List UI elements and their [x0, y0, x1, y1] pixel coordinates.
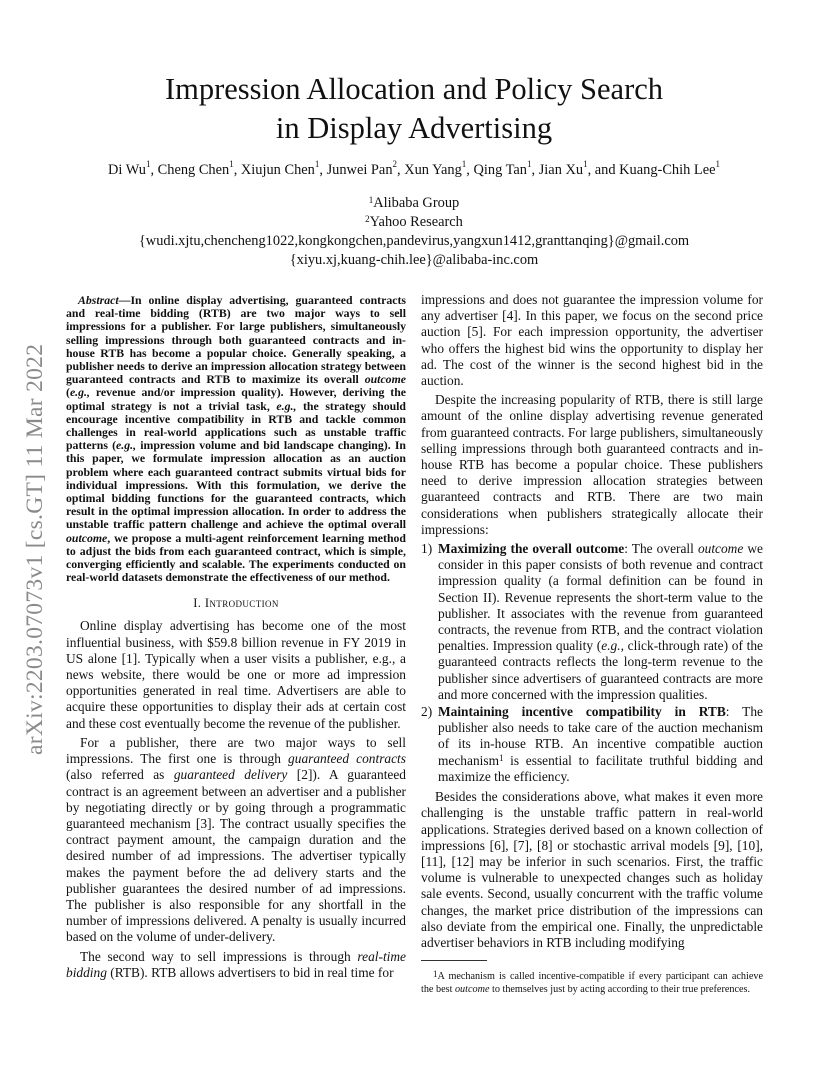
emphasis: outcome [697, 541, 744, 557]
author-separator: , and [587, 162, 620, 178]
list-number: 1) [421, 541, 433, 557]
popularity-paragraph [421, 392, 763, 538]
consideration-title: Maximizing the overall outcome [438, 541, 625, 557]
text-run: to themselves just by acting according to their true preferences. [489, 983, 751, 995]
intro-paragraph-1 [66, 618, 406, 731]
author-name: Kuang-Chih Lee [619, 162, 716, 178]
rtb-continuation-paragraph [421, 292, 763, 389]
author [157, 159, 241, 178]
affiliation-marker: 1 [461, 159, 467, 169]
consideration-body [438, 541, 763, 702]
affiliation-marker: 1 [145, 159, 151, 169]
text-run: [2]). A guaranteed contract is an agreement between an advertiser and a publisher by negotiating directly or by going through a programmatic guaranteed mechanism [3]. The contract usually specifies the contract payment amount, the campaign duration and the desired number of ad impressions. The advertiser typically makes the payment before the ad delivery starts and the publisher guarantees the desired number of ad impressions. The publisher is also responsible for any shortfall in the number of impressions delivered. A penalty is usually incurred based on the volume of under-delivery. [66, 767, 406, 945]
author [240, 159, 327, 178]
left-column [66, 292, 406, 984]
author-name: Xun Yang [404, 162, 462, 178]
text-run: impression volume and bid landscape changing). In this paper, we formulate impression allocation as an auction problem where each guaranteed contract submits virtual bids for individual impressions. With this formulation, we derive the optimal bidding functions for the guaranteed contracts, which result in the optimal impression allocation. In order to address the unstable traffic pattern challenge and achieve the optimal overall [66, 438, 406, 532]
affiliation-marker: 1 [527, 159, 532, 169]
emphasis: e.g., [69, 385, 90, 400]
text-run: (RTB). RTB allows advertisers to bid in real time for [106, 964, 394, 980]
abstract-label: Abstract [78, 293, 119, 307]
paper-title-line-1: Impression Allocation and Policy Search [164, 72, 664, 106]
text-run: For a publisher, there are two major ways to sell impressions. The first one is through [66, 734, 406, 767]
author [619, 159, 720, 178]
author-name: Jian Xu [538, 162, 584, 178]
footnote-marker: 1 [498, 752, 504, 763]
right-column [421, 292, 763, 1006]
text-run: ( [66, 385, 70, 400]
paper-title [0, 70, 828, 148]
affiliation-1: $^1$Alibaba Group [368, 195, 460, 211]
consideration-item [421, 704, 763, 785]
emphasis: outcome [66, 530, 108, 545]
section-title: Introduction [204, 596, 279, 611]
text-run: impressions and does not guarantee the impression volume for any advertiser [4]. In this paper, we focus on the second price auction [5]. For each impression opportunity, the advertiser who offers the highest bid wins the opportunity to display her ad. The cost of the winner is the second highest bid in the auction. [421, 292, 763, 389]
author-name: Di Wu [108, 162, 146, 178]
considerations-list [421, 541, 763, 785]
text-run: , we propose a multi-agent reinforcement learning method to adjust the bids from each guaranteed contract, which is simple, converging efficiently and scalable. The experiments conducted on real-world datasets demonstrate the effectiveness of our method. [66, 530, 406, 585]
email-line-1: {wudi.xjtu,chencheng1022,kongkongchen,pandevirus,yangxun1412,granttanqing}@gmail.com [138, 233, 690, 249]
affiliation-marker: 1 [583, 159, 588, 169]
text-run: : The overall [624, 541, 698, 557]
affiliation-2: $^2$Yahoo Research [365, 214, 463, 230]
footnote [421, 971, 763, 996]
emphasis: e.g., [601, 638, 624, 654]
text-run: we consider in this paper consists of both revenue and contract impression quality (a formal definition can be found in Section II). Revenue represents the short-term value to the publisher. It associates with the revenue from guaranteed contracts, the revenue from RTB, and the contract violation penalties. Impression quality ( [438, 541, 763, 654]
paper-title-line-2: in Display Advertising [275, 111, 553, 145]
arxiv-identifier-stamp: arXiv:2203.07073v1 [cs.GT] 11 Mar 2022 [22, 343, 48, 755]
author [404, 159, 474, 178]
author-name: Xiujun Chen [240, 162, 315, 178]
emphasis: outcome [364, 372, 406, 387]
author-separator: , [233, 162, 241, 178]
text-run: (also referred as [66, 767, 174, 783]
emphasis: guaranteed delivery [173, 767, 288, 783]
affiliation-marker: 1 [314, 159, 320, 169]
text-run: —In online display advertising, guaranteed contracts and real-time bidding (RTB) are two major ways to sell impressions for a publisher. For large publishers, simultaneously selling impressions through both guaranteed contracts and in-house RTB has become a popular choice. Generally speaking, a publisher needs to derive an impression allocation strategy between guaranteed contracts and RTB to maximize its overall [66, 293, 406, 387]
author-separator: , [150, 162, 158, 178]
emphasis: e.g., [116, 438, 137, 453]
author [326, 159, 405, 178]
traffic-challenge-paragraph [421, 789, 763, 951]
footnote-divider [421, 960, 487, 961]
text-run: Besides the considerations above, what makes it even more challenging is the unstable traffic pattern in real-world applications. Strategies derived based on a known collection of impressions [6], [7], [8] or stochastic arrival models [9], [10], [11], [12] may be inferior in such scenarios. First, the traffic volume is vulnerable to unexpected changes such as holiday sale events. Second, usually concurrent with the traffic volume changes, the market price distribution of the impressions can also deviate from the empirical one. Finally, the unpredictable advertiser behaviors in RTB including modifying [421, 789, 763, 950]
author-name: Cheng Chen [157, 162, 230, 178]
abstract-text [66, 293, 406, 584]
text-run: is essential to facilitate truthful bidding and maximize the efficiency. [438, 752, 763, 784]
text-run: the strategy should encourage incentive compatibility in RTB and tackle common challenges in real-world applications such as unstable traffic patterns ( [66, 398, 406, 453]
affiliation-marker: 2 [392, 159, 398, 169]
abstract [66, 294, 406, 584]
consideration-title: Maintaining incentive compatibility in RTB [438, 704, 726, 720]
affiliations [0, 194, 828, 270]
author-name: Qing Tan [473, 162, 527, 178]
author [538, 159, 620, 178]
section-number: I. [193, 596, 205, 611]
text-run: : The publisher also needs to take care of the auction mechanism of its in-house RTB. An incentive compatible auction mechanism [438, 704, 763, 768]
list-number: 2) [421, 704, 433, 720]
consideration-item [421, 541, 763, 703]
emphasis: outcome [454, 983, 490, 995]
intro-paragraph-3 [66, 949, 406, 981]
text-run: click-through rate) of the guaranteed contracts reflects the long-term revenue to the publisher since advertisers of guaranteed contracts are more and more concerned with the impression qualities. [438, 638, 764, 702]
emphasis: real-time bidding [66, 948, 406, 980]
text-run: Online display advertising has become one of the most influential business, with $59.8 billion revenue in FY 2019 in US alone [1]. Typically when a user visits a publisher, e.g., a news website, there would be one or more ad impression opportunities generated in real time. Advertisers are able to acquire these opportunities to display their ads at certain cost and these cost eventually become the revenue of the publisher. [66, 618, 406, 731]
intro-paragraph-2 [66, 735, 406, 946]
text-run: revenue and/or impression quality). However, deriving the optimal strategy is not a trivial task, [66, 385, 406, 413]
author-list [0, 159, 828, 179]
author-separator: , [466, 162, 474, 178]
author-separator: , [531, 162, 539, 178]
text-run: The second way to sell impressions is through [80, 948, 358, 964]
affiliation-marker: 1 [715, 159, 720, 169]
affiliation-marker: 1 [229, 159, 234, 169]
footnote-marker: 1 [433, 969, 438, 980]
author-separator: , [397, 162, 405, 178]
author [473, 159, 539, 178]
text-run: A mechanism is called incentive-compatible if every participant can achieve the best [421, 971, 763, 995]
text-run: Despite the increasing popularity of RTB, there is still large amount of the online display advertising revenue generated from guaranteed contracts. For large publishers, simultaneously selling impressions through both guaranteed contracts and in-house RTB has become a popular choice. These publishers need to derive impression allocation strategies between guaranteed contracts and RTB. There are two main considerations when publishers strategically allocate their impressions: [421, 392, 763, 537]
author [108, 159, 158, 178]
author-name: Junwei Pan [326, 162, 393, 178]
section-heading-introduction [66, 596, 406, 611]
email-line-2: {xiyu.xj,kuang-chih.lee}@alibaba-inc.com [289, 252, 539, 268]
emphasis: e.g., [276, 398, 297, 413]
author-separator: , [319, 162, 327, 178]
emphasis: guaranteed contracts [288, 751, 406, 767]
